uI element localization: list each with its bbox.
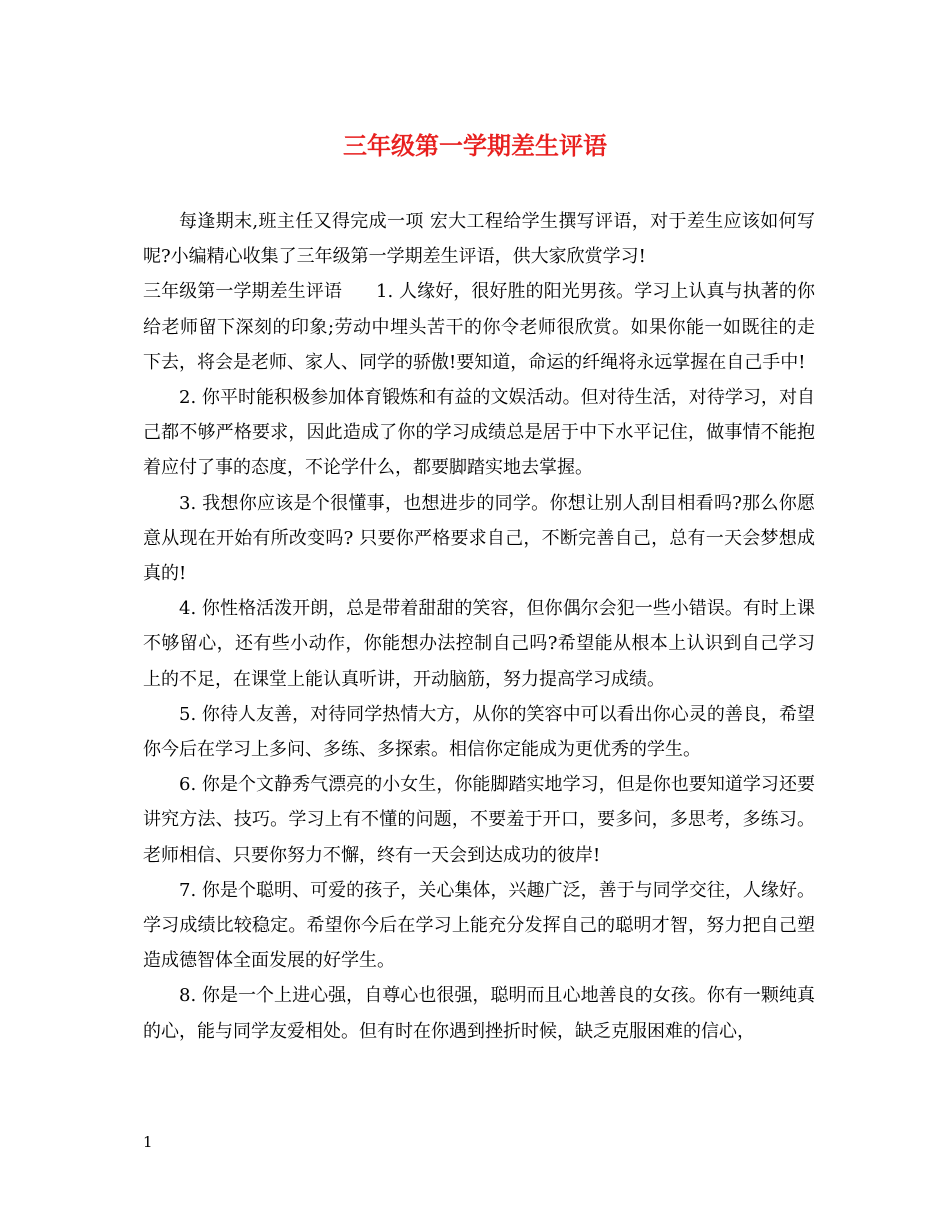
item-paragraph-2: 2. 你平时能积极参加体育锻炼和有益的文娱活动。但对待生活，对待学习，对自己都不够严格要求，因此造成了你的学习成绩总是居于中下水平记住，做事情不能抱着应付了事的态度，不论学什么，都要脚踏实地去掌握。: [143, 387, 815, 479]
item-paragraph-5: 5. 你待人友善，对待同学热情大方，从你的笑容中可以看出你心灵的善良，希望你今后在学习上多问、多练、多探索。相信你定能成为更优秀的学生。: [143, 703, 815, 761]
document-title: 三年级第一学期差生评语: [343, 131, 607, 160]
intro-paragraph: 每逢期末,班主任又得完成一项 宏大工程给学生撰写评语，对于差生应该如何写呢?小编精心收集了三年级第一学期差生评语，供大家欣赏学习!: [143, 211, 815, 268]
item-paragraph-7: 7. 你是个聪明、可爱的孩子，关心集体，兴趣广泛，善于与同学交往，人缘好。学习成绩比较稳定。希望你今后在学习上能充分发挥自己的聪明才智，努力把自己塑造成德智体全面发展的好学生。: [143, 879, 815, 972]
item-paragraph-6: 6. 你是个文静秀气漂亮的小女生，你能脚踏实地学习，但是你也要知道学习还要讲究方法、技巧。学习上有不懂的问题，不要羞于开口，要多问，多思考，多练习。老师相信、只要你努力不懈，终有一天会到达成功的彼岸!: [143, 774, 815, 866]
item-paragraph-4: 4. 你性格活泼开朗，总是带着甜甜的笑容，但你偶尔会犯一些小错误。有时上课不够留心，还有些小动作，你能想办法控制自己吗?希望能从根本上认识到自己学习上的不足，在课堂上能认真听讲，开动脑筋，努力提高学习成绩。: [143, 598, 815, 690]
page-number: 1: [143, 1133, 153, 1151]
item-paragraph-3: 3. 我想你应该是个很懂事，也想进步的同学。你想让别人刮目相看吗?那么你愿意从现在开始有所改变吗? 只要你严格要求自己，不断完善自己，总有一天会梦想成真的!: [143, 492, 815, 585]
document-body: [143, 204, 815, 1049]
item-paragraph-8: 8. 你是一个上进心强，自尊心也很强，聪明而且心地善良的女孩。你有一颗纯真的心，能与同学友爱相处。但有时在你遇到挫折时候，缺乏克服困难的信心，: [143, 985, 815, 1042]
item-paragraph-1: [143, 274, 815, 380]
item-text-1: 1. 人缘好，很好胜的阳光男孩。学习上认真与执著的你给老师留下深刻的印象;劳动中埋头苦干的你令老师很欣赏。如果你能一如既往的走下去，将会是老师、家人、同学的骄傲!要知道，命运的纤绳将永远掌握在自己手中!: [143, 281, 815, 373]
section-heading: 三年级第一学期差生评语: [143, 281, 342, 303]
